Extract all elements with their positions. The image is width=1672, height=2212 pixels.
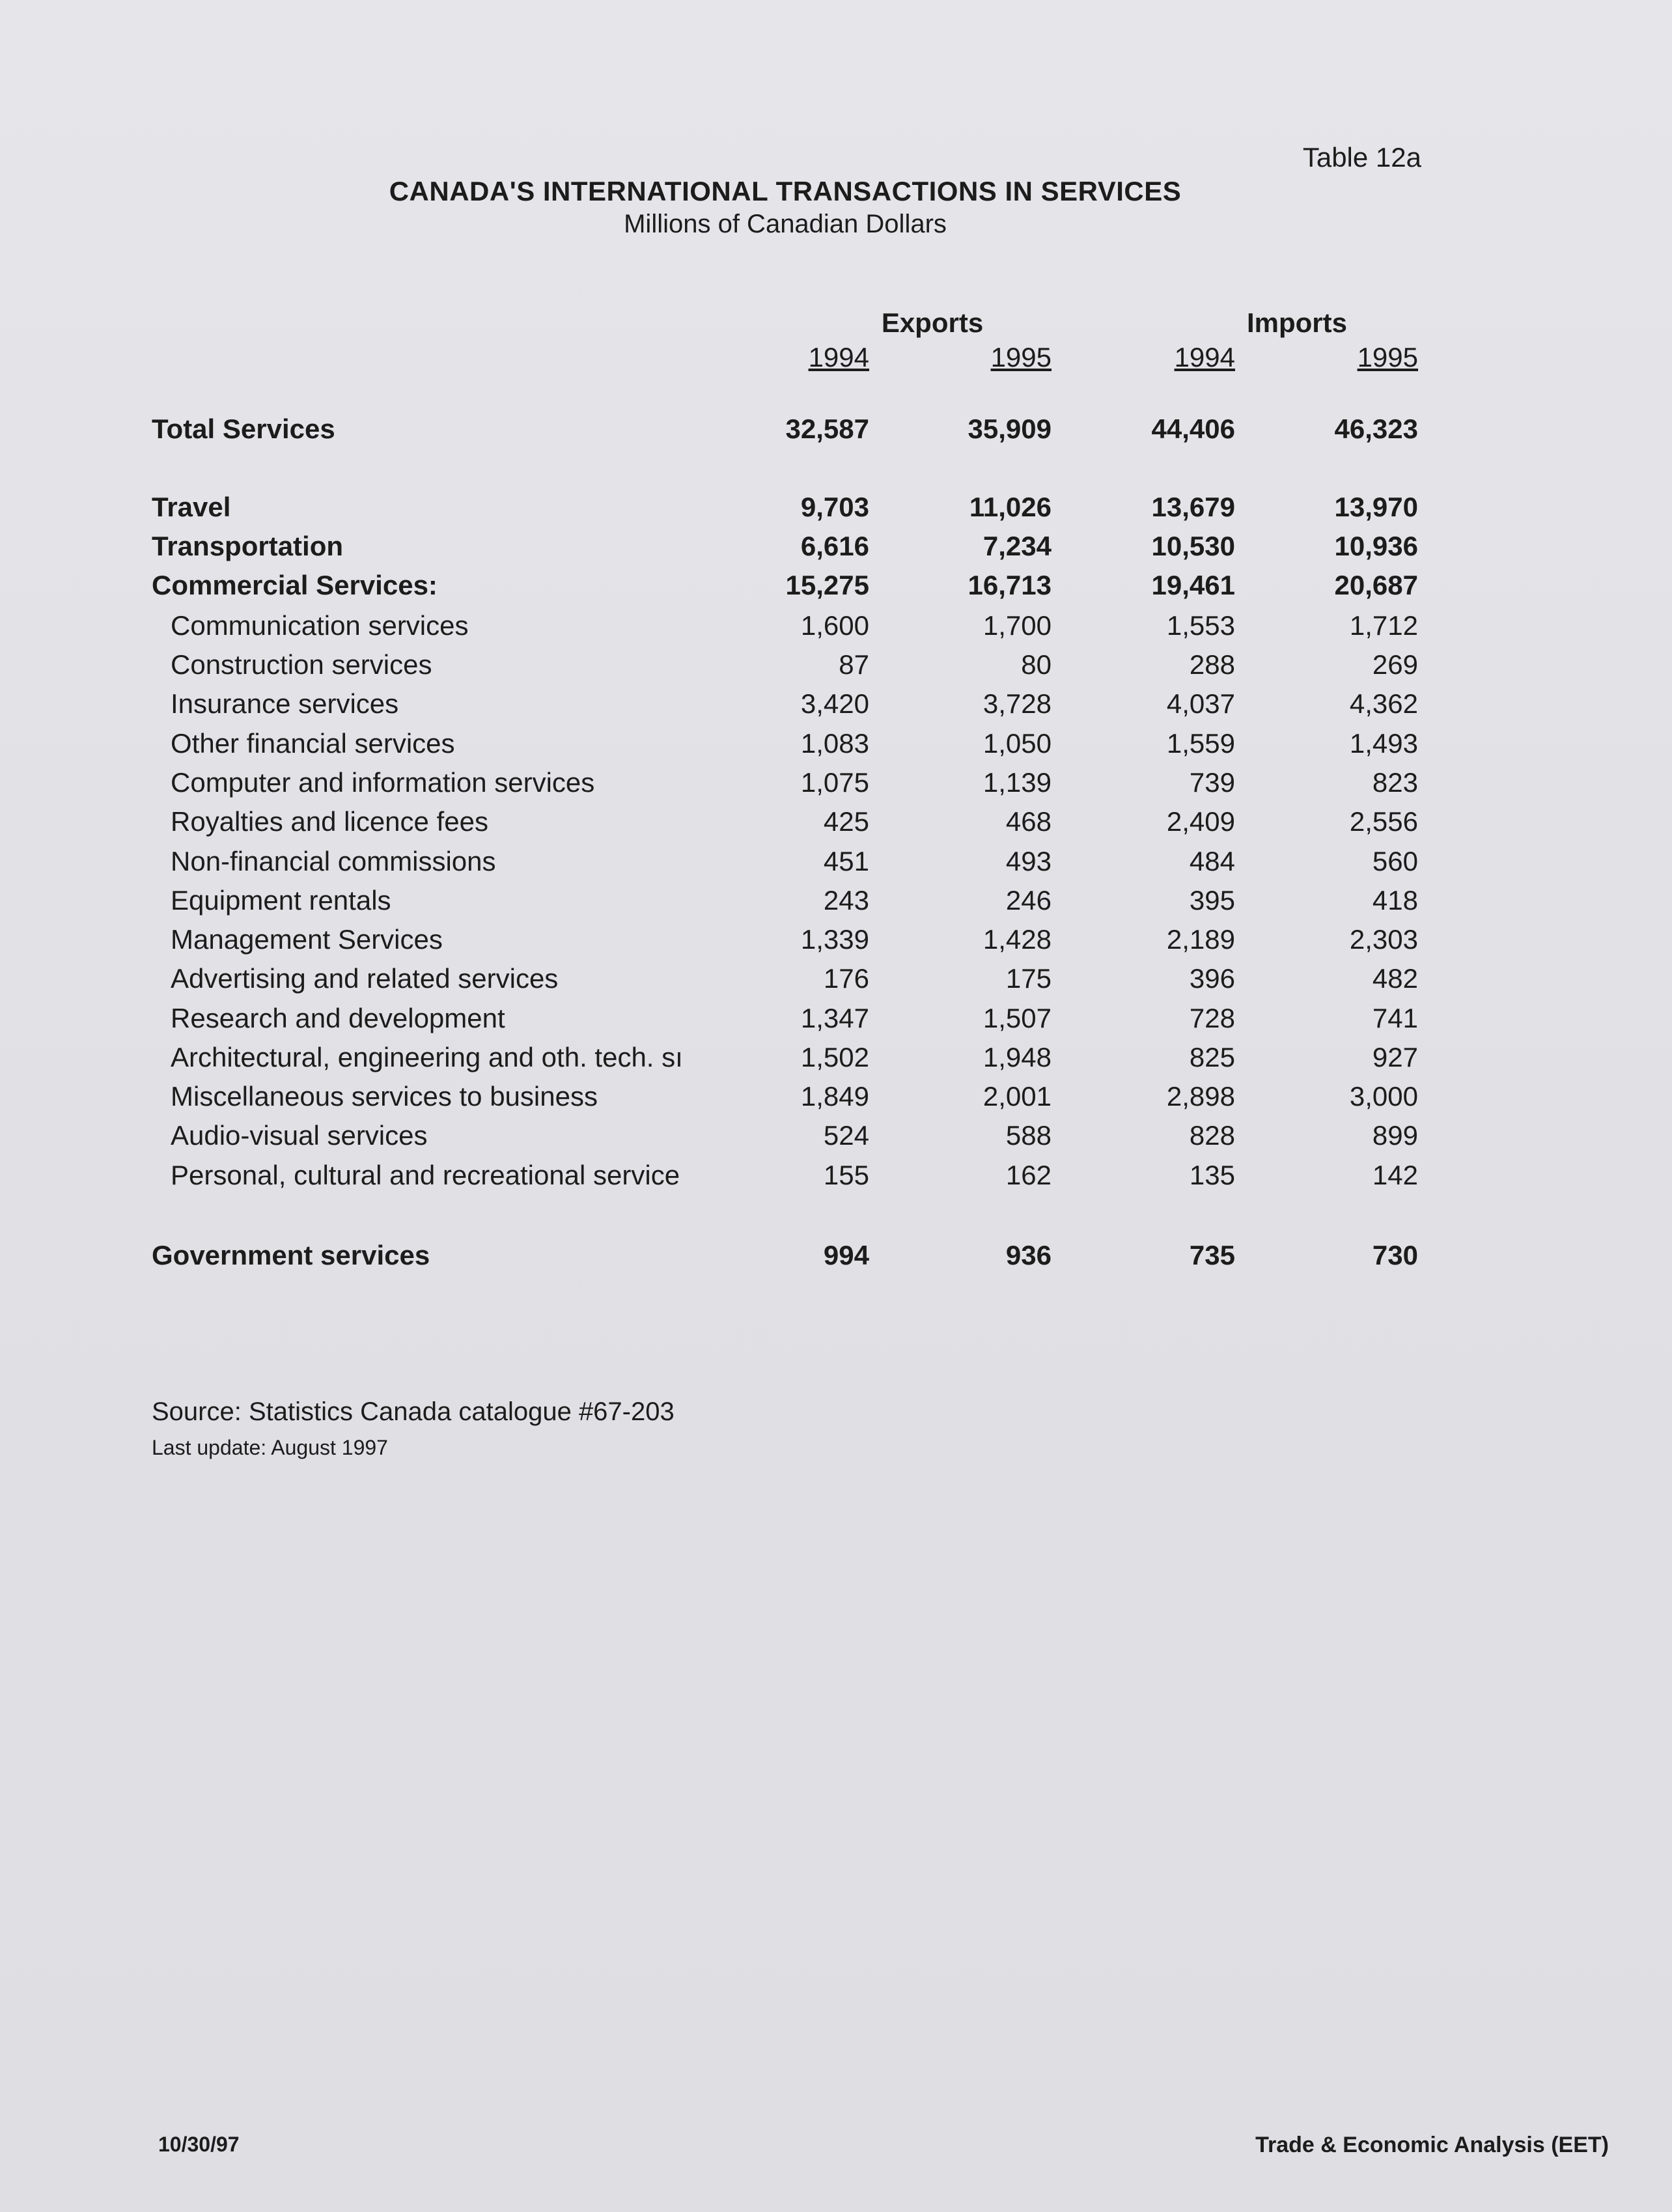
table-row [0, 767, 1672, 806]
table-row [0, 492, 1672, 531]
table-row [0, 885, 1672, 924]
row-value: 35,909 [968, 413, 1052, 444]
row-value: 142 [1372, 1160, 1418, 1190]
row-value: 1,948 [982, 1042, 1052, 1072]
row-value: 80 [1021, 649, 1052, 680]
row-value: 524 [823, 1120, 869, 1151]
row-value: 269 [1372, 649, 1418, 680]
row-value: 823 [1372, 767, 1418, 798]
row-label: Computer and information services [171, 767, 595, 798]
last-update-note: Last update: August 1997 [152, 1436, 388, 1459]
row-value: 19,461 [1151, 570, 1235, 600]
row-value: 828 [1189, 1120, 1235, 1151]
row-label: Miscellaneous services to business [171, 1081, 598, 1112]
column-year-exports-1994: 1994 [808, 342, 869, 372]
table-row [0, 1042, 1672, 1081]
row-label: Other financial services [171, 728, 455, 759]
row-label: Transportation [152, 531, 344, 561]
row-value: 825 [1189, 1042, 1235, 1072]
table-row [0, 1081, 1672, 1120]
row-value: 176 [823, 963, 869, 994]
row-value: 4,362 [1349, 688, 1418, 719]
row-value: 451 [823, 846, 869, 876]
row-value: 13,679 [1151, 492, 1235, 522]
row-value: 1,139 [982, 767, 1052, 798]
row-value: 588 [1005, 1120, 1052, 1151]
row-value: 3,420 [800, 688, 869, 719]
row-value: 1,507 [982, 1003, 1052, 1033]
row-value: 1,347 [800, 1003, 869, 1033]
row-value: 44,406 [1151, 413, 1235, 444]
row-label: Management Services [171, 924, 443, 955]
table-row [0, 1120, 1672, 1159]
source-note: Source: Statistics Canada catalogue #67-203 [152, 1397, 675, 1426]
row-value: 741 [1372, 1003, 1418, 1033]
table-row [0, 570, 1672, 609]
column-year-exports-1995: 1995 [990, 342, 1052, 372]
column-year-imports-1994: 1994 [1174, 342, 1235, 372]
table-number: Table 12a [1302, 142, 1421, 173]
table-row [0, 806, 1672, 845]
table-row [0, 688, 1672, 727]
row-value: 9,703 [800, 492, 869, 522]
row-value: 395 [1189, 885, 1235, 916]
row-value: 927 [1372, 1042, 1418, 1072]
row-value: 20,687 [1334, 570, 1418, 600]
row-label: Government services [152, 1240, 430, 1270]
row-value: 1,849 [800, 1081, 869, 1112]
row-value: 484 [1189, 846, 1235, 876]
row-value: 560 [1372, 846, 1418, 876]
row-label: Commercial Services: [152, 570, 438, 600]
row-value: 7,234 [982, 531, 1052, 561]
table-row [0, 846, 1672, 885]
row-value: 6,616 [800, 531, 869, 561]
row-label: Insurance services [171, 688, 399, 719]
table-row [0, 728, 1672, 767]
row-value: 1,339 [800, 924, 869, 955]
row-value: 482 [1372, 963, 1418, 994]
row-value: 10,530 [1151, 531, 1235, 561]
row-label: Equipment rentals [171, 885, 391, 916]
row-value: 730 [1372, 1240, 1418, 1270]
row-value: 15,275 [785, 570, 869, 600]
table-row [0, 649, 1672, 688]
row-value: 1,075 [800, 767, 869, 798]
row-label: Construction services [171, 649, 432, 680]
footer-department: Trade & Economic Analysis (EET) [1255, 2133, 1609, 2157]
row-value: 46,323 [1334, 413, 1418, 444]
row-value: 288 [1189, 649, 1235, 680]
row-value: 425 [823, 806, 869, 837]
row-value: 1,712 [1349, 610, 1418, 641]
row-value: 2,001 [982, 1081, 1052, 1112]
row-value: 13,970 [1334, 492, 1418, 522]
table-row [0, 1003, 1672, 1042]
row-label: Audio-visual services [171, 1120, 428, 1151]
row-value: 155 [823, 1160, 869, 1190]
page-subtitle: Millions of Canadian Dollars [624, 210, 947, 238]
row-value: 4,037 [1166, 688, 1235, 719]
row-value: 3,000 [1349, 1081, 1418, 1112]
row-label: Royalties and licence fees [171, 806, 488, 837]
column-year-imports-1995: 1995 [1357, 342, 1418, 372]
row-value: 1,428 [982, 924, 1052, 955]
row-value: 1,050 [982, 728, 1052, 759]
row-value: 1,600 [800, 610, 869, 641]
row-label: Research and development [171, 1003, 505, 1033]
row-value: 418 [1372, 885, 1418, 916]
row-value: 243 [823, 885, 869, 916]
table-row [0, 924, 1672, 963]
row-value: 3,728 [982, 688, 1052, 719]
row-value: 1,493 [1349, 728, 1418, 759]
row-label: Personal, cultural and recreational service [171, 1160, 680, 1190]
table-row [0, 1240, 1672, 1279]
row-value: 2,898 [1166, 1081, 1235, 1112]
row-value: 2,556 [1349, 806, 1418, 837]
row-value: 16,713 [968, 570, 1052, 600]
row-value: 468 [1005, 806, 1052, 837]
row-label: Non-financial commissions [171, 846, 496, 876]
row-value: 2,303 [1349, 924, 1418, 955]
column-group-imports: Imports [1246, 307, 1347, 338]
row-value: 2,409 [1166, 806, 1235, 837]
row-label: Travel [152, 492, 231, 522]
row-value: 10,936 [1334, 531, 1418, 561]
page-title: CANADA'S INTERNATIONAL TRANSACTIONS IN SERVICES [389, 176, 1182, 206]
row-value: 994 [823, 1240, 869, 1270]
row-value: 175 [1005, 963, 1052, 994]
row-label: Architectural, engineering and oth. tech. sı [171, 1042, 683, 1072]
row-value: 1,553 [1166, 610, 1235, 641]
row-value: 32,587 [785, 413, 869, 444]
row-value: 493 [1005, 846, 1052, 876]
row-label: Advertising and related services [171, 963, 559, 994]
row-value: 899 [1372, 1120, 1418, 1151]
row-value: 1,502 [800, 1042, 869, 1072]
row-label: Total Services [152, 413, 335, 444]
row-value: 739 [1189, 767, 1235, 798]
row-label: Communication services [171, 610, 469, 641]
footer-date: 10/30/97 [158, 2133, 240, 2156]
table-row [0, 413, 1672, 453]
row-value: 162 [1005, 1160, 1052, 1190]
column-group-exports: Exports [881, 307, 984, 338]
row-value: 936 [1005, 1240, 1052, 1270]
table-row [0, 531, 1672, 570]
row-value: 246 [1005, 885, 1052, 916]
row-value: 135 [1189, 1160, 1235, 1190]
row-value: 1,083 [800, 728, 869, 759]
table-row [0, 1160, 1672, 1199]
row-value: 2,189 [1166, 924, 1235, 955]
row-value: 396 [1189, 963, 1235, 994]
row-value: 87 [839, 649, 869, 680]
row-value: 11,026 [969, 492, 1052, 522]
row-value: 1,700 [982, 610, 1052, 641]
table-row [0, 963, 1672, 1002]
row-value: 1,559 [1166, 728, 1235, 759]
row-value: 728 [1189, 1003, 1235, 1033]
table-row [0, 610, 1672, 649]
row-value: 735 [1189, 1240, 1235, 1270]
